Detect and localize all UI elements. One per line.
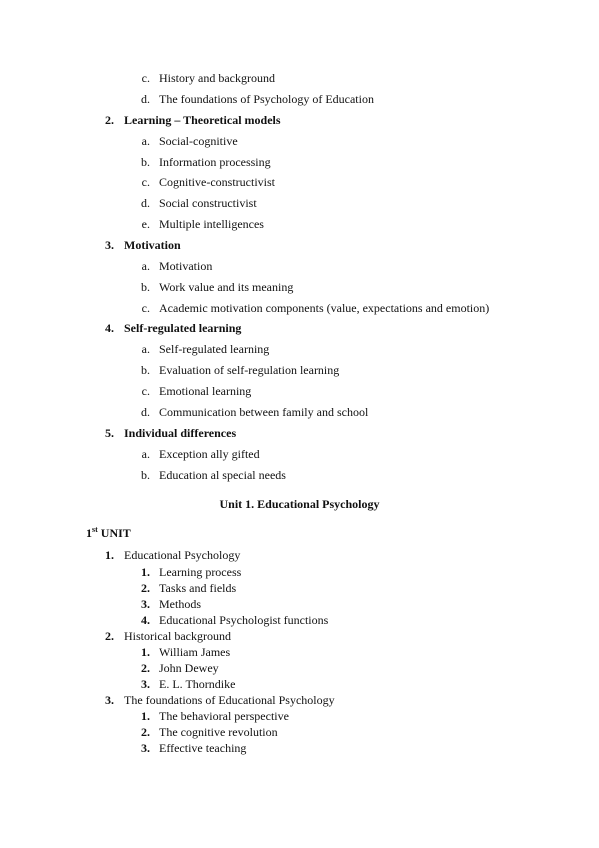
topic-title: Historical background [124, 629, 231, 643]
topic-number: 1. [105, 548, 114, 562]
item-text: Motivation [159, 259, 213, 273]
unit-subtopic [138, 709, 289, 723]
outline-item [138, 468, 286, 482]
item-marker: e. [141, 217, 150, 231]
subtopic-number: 3. [141, 597, 150, 611]
topic-number: 3. [105, 693, 114, 707]
section-heading [100, 238, 181, 252]
subtopic-title: The behavioral perspective [159, 709, 289, 723]
unit-topic [100, 548, 240, 562]
section-number: 2. [105, 113, 114, 127]
outline-item [138, 447, 260, 461]
item-text: Cognitive-constructivist [159, 175, 275, 189]
subtopic-title: Educational Psychologist functions [159, 613, 329, 627]
item-text: Exception ally gifted [159, 447, 260, 461]
subtopic-number: 3. [141, 677, 150, 691]
outline-item [138, 342, 269, 356]
outline-item [138, 71, 275, 85]
subtopic-number: 4. [141, 613, 150, 627]
outline-item [138, 92, 374, 106]
unit-subtopic [138, 565, 241, 579]
subtopic-number: 1. [141, 709, 150, 723]
subtopic-number: 2. [141, 661, 150, 675]
unit-subtopic [138, 645, 230, 659]
subtopic-number: 2. [141, 725, 150, 739]
subtopic-title: William James [159, 645, 231, 659]
topic-title: Educational Psychology [124, 548, 241, 562]
item-marker: a. [141, 259, 150, 273]
item-marker: c. [141, 301, 150, 315]
unit-subtopic [138, 581, 236, 595]
unit-subtopic [138, 677, 235, 691]
item-text: Multiple intelligences [159, 217, 264, 231]
item-marker: a. [141, 342, 150, 356]
item-marker: b. [141, 280, 150, 294]
subtopic-number: 1. [141, 565, 150, 579]
outline-item [138, 196, 257, 210]
item-text: Academic motivation components (value, expectations and emotion) [159, 301, 490, 315]
item-text: Emotional learning [159, 384, 252, 398]
subtopic-title: Tasks and fields [159, 581, 237, 595]
outline-item [138, 217, 264, 231]
unit-subtopic [138, 741, 246, 755]
item-text: Social-cognitive [159, 134, 238, 148]
subtopic-number: 1. [141, 645, 150, 659]
outline-item [138, 259, 212, 273]
item-marker: c. [141, 384, 150, 398]
subtopic-title: The cognitive revolution [159, 725, 278, 739]
item-marker: d. [141, 92, 150, 106]
item-text: Work value and its meaning [159, 280, 294, 294]
unit-subtopic [138, 613, 328, 627]
item-text: History and background [159, 71, 275, 85]
unit-subtopic [138, 597, 201, 611]
outline-item [138, 134, 238, 148]
section-title: Motivation [124, 238, 181, 252]
section-title: Individual differences [124, 426, 237, 440]
outline-item [138, 384, 251, 398]
topic-number: 2. [105, 629, 114, 643]
unit-heading [86, 526, 131, 540]
subtopic-title: Learning process [159, 565, 242, 579]
subtopic-title: Methods [159, 597, 201, 611]
section-number: 5. [105, 426, 114, 440]
item-text: Information processing [159, 155, 271, 169]
outline-item [138, 280, 293, 294]
outline-item [138, 405, 368, 419]
unit-subtopic [138, 661, 219, 675]
unit-topic [100, 693, 335, 707]
item-text: Education al special needs [159, 468, 286, 482]
subtopic-number: 3. [141, 741, 150, 755]
item-marker: b. [141, 363, 150, 377]
subtopic-title: E. L. Thorndike [159, 677, 236, 691]
subtopic-number: 2. [141, 581, 150, 595]
unit-title: Unit 1. Educational Psychology [219, 497, 380, 511]
outline-item [138, 301, 489, 315]
outline-item [138, 175, 275, 189]
item-marker: d. [141, 196, 150, 210]
item-marker: c. [141, 71, 150, 85]
item-text: Social constructivist [159, 196, 257, 210]
unit-ordinal-suffix: st [92, 525, 98, 534]
subtopic-title: Effective teaching [159, 741, 247, 755]
item-marker: a. [141, 447, 150, 461]
item-text: The foundations of Psychology of Education [159, 92, 374, 106]
section-heading [100, 113, 281, 127]
section-title: Learning – Theoretical models [124, 113, 281, 127]
section-title: Self-regulated learning [124, 321, 242, 335]
item-marker: b. [141, 468, 150, 482]
unit-label: UNIT [97, 526, 131, 540]
item-text: Communication between family and school [159, 405, 369, 419]
subtopic-title: John Dewey [159, 661, 219, 675]
section-number: 4. [105, 321, 114, 335]
item-marker: a. [141, 134, 150, 148]
section-heading [100, 426, 236, 440]
item-marker: c. [141, 175, 150, 189]
outline-item [138, 155, 271, 169]
outline-item [138, 363, 339, 377]
unit-subtopic [138, 725, 278, 739]
item-marker: b. [141, 155, 150, 169]
item-marker: d. [141, 405, 150, 419]
unit-topic [100, 629, 231, 643]
topic-title: The foundations of Educational Psychology [124, 693, 335, 707]
item-text: Self-regulated learning [159, 342, 270, 356]
section-heading [100, 321, 241, 335]
unit-number: 1 [86, 526, 92, 540]
item-text: Evaluation of self-regulation learning [159, 363, 340, 377]
section-number: 3. [105, 238, 114, 252]
